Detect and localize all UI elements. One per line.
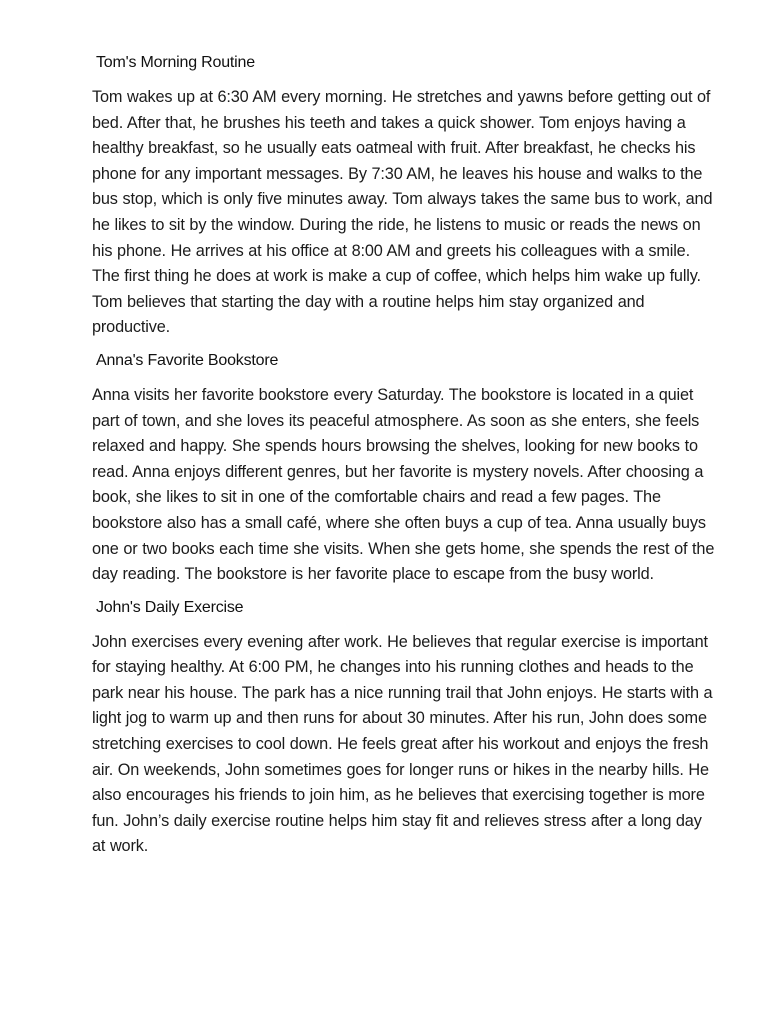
section-toms-morning-routine — [92, 51, 716, 341]
section-paragraph: Anna visits her favorite bookstore every Saturday. The bookstore is located in a quiet part of town, and she loves its peaceful atmosphere. As soon as she enters, she feels relaxed and happy. She spends hours browsing the shelves, looking for new books to read. Anna enjoys different genres, but her favorite is mystery novels. After choosing a book, she likes to sit in one of the comfortable chairs and read a few pages. The bookstore also has a small café, where she often buys a cup of tea. Anna usually buys one or two books each time she visits. When she gets home, she spends the rest of the day reading. The bookstore is her favorite place to escape from the busy world. — [92, 385, 715, 584]
document-page — [92, 51, 716, 868]
section-heading: John's Daily Exercise — [96, 598, 244, 616]
section-paragraph: John exercises every evening after work. He believes that regular exercise is important for staying healthy. At 6:00 PM, he changes into his running clothes and heads to the park near his house. The park has a nice running trail that John enjoys. He starts with a light jog to warm up and then runs for about 30 minutes. After his run, John does some stretching exercises to cool down. He feels great after his workout and enjoys the fresh air. On weekends, John sometimes goes for longer runs or hikes in the nearby hills. He also encourages his friends to join him, as he believes that exercising together is more fun. John’s daily exercise routine helps him stay fit and relieves stress after a long day at work. — [92, 632, 713, 856]
section-heading: Anna's Favorite Bookstore — [96, 351, 279, 369]
section-heading: Tom's Morning Routine — [96, 54, 255, 71]
section-johns-daily-exercise — [92, 596, 716, 860]
section-annas-favorite-bookstore — [92, 349, 716, 588]
section-paragraph: Tom wakes up at 6:30 AM every morning. He stretches and yawns before getting out of bed. After that, he brushes his teeth and takes a quick shower. Tom enjoys having a healthy breakfast, so he usually eats oatmeal with fruit. After breakfast, he checks his phone for any important messages. By 7:30 AM, he leaves his house and walks to the bus stop, which is only five minutes away. Tom always takes the same bus to work, and he likes to sit by the window. During the ride, he listens to music or reads the news on his phone. He arrives at his office at 8:00 AM and greets his colleagues with a smile. The first thing he does at work is make a cup of coffee, which helps him wake up fully. Tom believes that starting the day with a routine helps him stay organized and productive. — [92, 88, 713, 337]
